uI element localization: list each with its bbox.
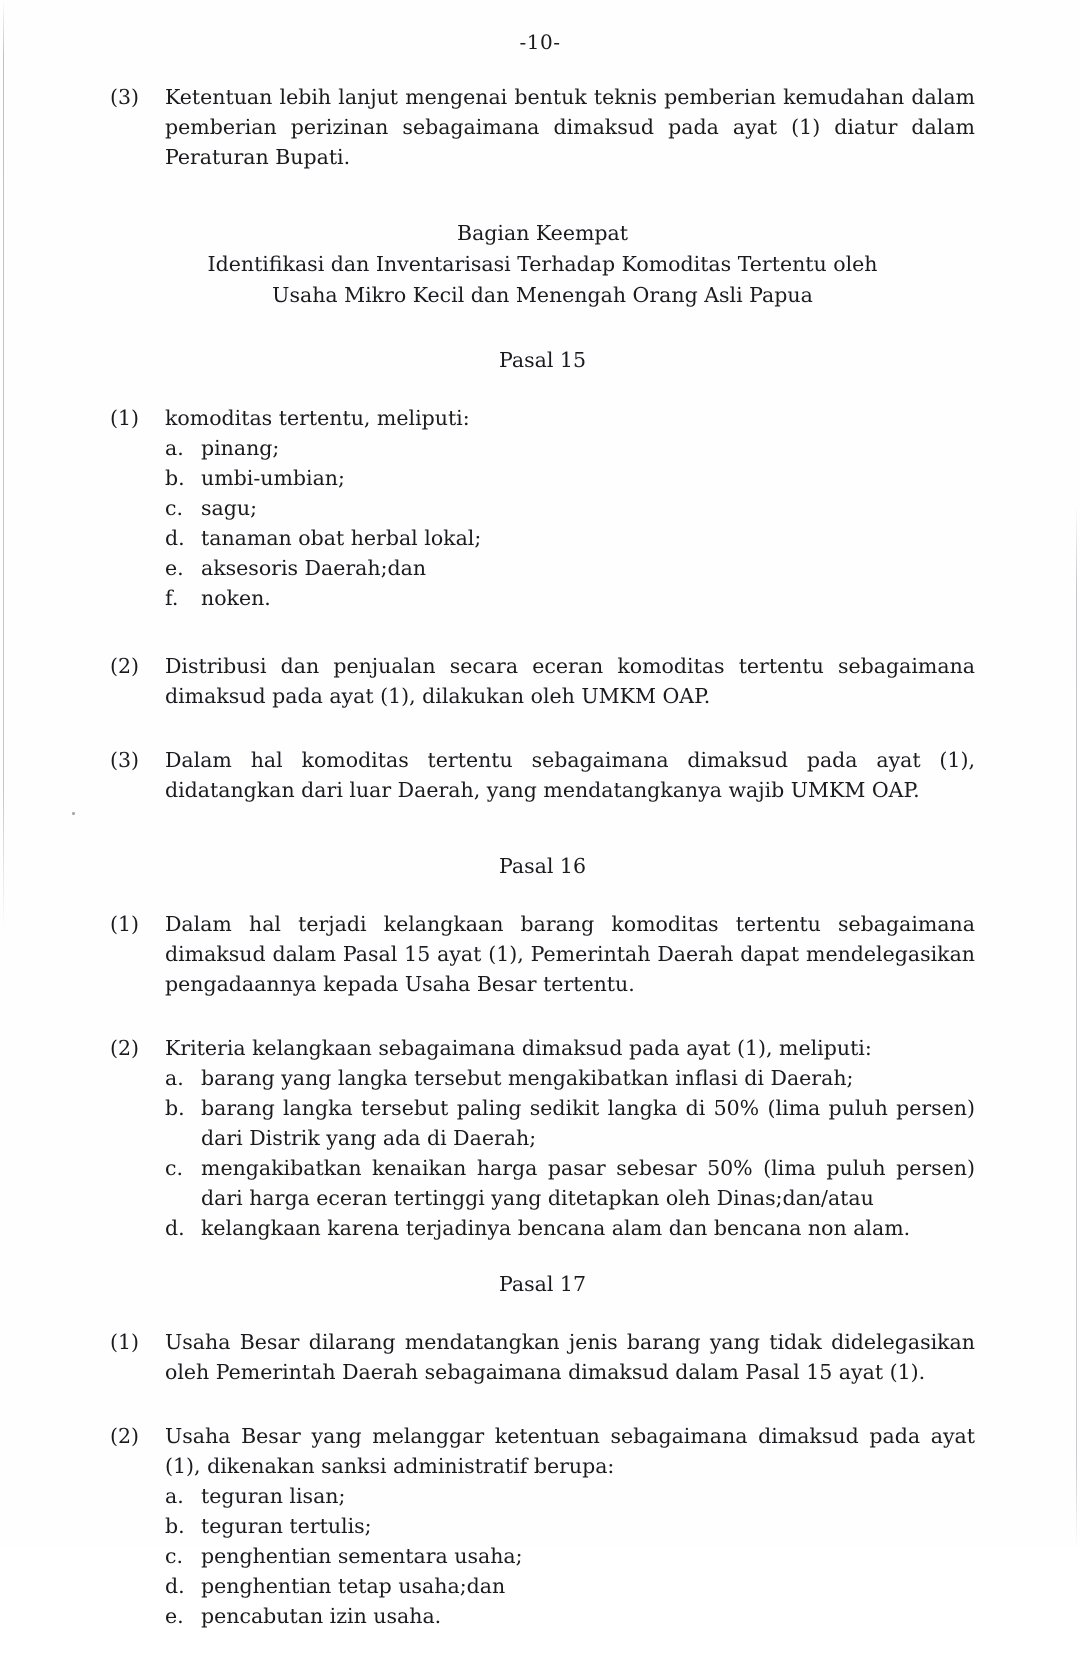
clause-text: Distribusi dan penjualan secara eceran komoditas tertentu sebagaimana dimaksud pada ayat (1), dilakukan oleh UMKM OAP. bbox=[165, 654, 975, 708]
clause-text: Dalam hal terjadi kelangkaan barang komoditas tertentu sebagaimana dimaksud dalam Pasal 15 ayat (1), Pemerintah Daerah dapat mendelegasikan pengadaannya kepada Usaha Besar tertentu. bbox=[165, 912, 975, 996]
clause-marker: (2) bbox=[110, 654, 140, 678]
list-item-marker: d. bbox=[165, 1574, 185, 1598]
list-item-text: penghentian sementara usaha; bbox=[201, 1544, 523, 1568]
list-item-marker: a. bbox=[165, 1066, 184, 1090]
clause-pasal16-1 bbox=[110, 909, 975, 999]
clause-marker: (1) bbox=[110, 406, 140, 430]
page-number: -10- bbox=[519, 30, 561, 54]
clause-marker: (3) bbox=[110, 85, 140, 109]
document-body bbox=[110, 82, 975, 1657]
list-item-marker: e. bbox=[165, 1604, 184, 1628]
list-item-marker: c. bbox=[165, 496, 183, 520]
section-heading-line-1: Bagian Keempat bbox=[457, 221, 628, 245]
clause-content bbox=[165, 1033, 975, 1243]
clause-marker: (1) bbox=[110, 1330, 140, 1354]
clause-marker: (1) bbox=[110, 912, 140, 936]
clause-marker: (2) bbox=[110, 1036, 140, 1060]
list-item bbox=[165, 1481, 975, 1511]
list-item-text: barang yang langka tersebut mengakibatkan inflasi di Daerah; bbox=[201, 1066, 854, 1090]
list-item-text: noken. bbox=[201, 586, 271, 610]
list-item-marker: c. bbox=[165, 1156, 183, 1180]
list-item bbox=[165, 583, 975, 613]
list-item bbox=[165, 553, 975, 583]
list-item-text: mengakibatkan kenaikan harga pasar sebesar 50% (lima puluh persen) dari harga eceran tertinggi yang ditetapkan oleh Dinas;dan/atau bbox=[201, 1156, 975, 1210]
clause-text: Usaha Besar yang melanggar ketentuan sebagaimana dimaksud pada ayat (1), dikenakan sanksi administratif berupa: bbox=[165, 1424, 975, 1478]
section-heading-line-3: Usaha Mikro Kecil dan Menengah Orang Asli Papua bbox=[272, 283, 813, 307]
list-item-marker: d. bbox=[165, 1216, 185, 1240]
list-item-text: pinang; bbox=[201, 436, 280, 460]
clause-pasal17-2 bbox=[110, 1421, 975, 1631]
list-item bbox=[165, 1093, 975, 1153]
sublist-pasal17-2 bbox=[165, 1481, 975, 1631]
clause-text: Dalam hal komoditas tertentu sebagaimana dimaksud pada ayat (1), didatangkan dari luar Daerah, yang mendatangkanya wajib UMKM OAP. bbox=[165, 748, 975, 802]
clause-text: Kriteria kelangkaan sebagaimana dimaksud pada ayat (1), meliputi: bbox=[165, 1036, 872, 1060]
list-item-text: penghentian tetap usaha;dan bbox=[201, 1574, 506, 1598]
sublist-pasal16-2 bbox=[165, 1063, 975, 1243]
list-item bbox=[165, 523, 975, 553]
list-item-marker: b. bbox=[165, 466, 185, 490]
clause-pasal17-1 bbox=[110, 1327, 975, 1387]
list-item-marker: b. bbox=[165, 1514, 185, 1538]
list-item-text: teguran tertulis; bbox=[201, 1514, 372, 1538]
section-heading-line-2: Identifikasi dan Inventarisasi Terhadap Komoditas Tertentu oleh bbox=[207, 252, 878, 276]
list-item-text: aksesoris Daerah;dan bbox=[201, 556, 427, 580]
list-item-text: sagu; bbox=[201, 496, 257, 520]
list-item bbox=[165, 433, 975, 463]
list-item bbox=[165, 1213, 975, 1243]
clause-pasal15-1 bbox=[110, 403, 975, 613]
clause-content bbox=[165, 403, 975, 613]
clause-pasal15-3 bbox=[110, 745, 975, 805]
list-item bbox=[165, 1571, 975, 1601]
pasal-15-heading: Pasal 15 bbox=[499, 348, 586, 372]
scan-edge-left bbox=[3, 0, 4, 930]
clause-pasal15-2 bbox=[110, 651, 975, 711]
clause-content bbox=[165, 1421, 975, 1631]
list-item bbox=[165, 1063, 975, 1093]
list-item-marker: c. bbox=[165, 1544, 183, 1568]
clause-pasal16-2 bbox=[110, 1033, 975, 1243]
scan-artifact-speck bbox=[72, 812, 75, 815]
list-item-text: barang langka tersebut paling sedikit langka di 50% (lima puluh persen) dari Distrik yang ada di Daerah; bbox=[201, 1096, 975, 1150]
section-heading bbox=[110, 218, 975, 311]
list-item bbox=[165, 1153, 975, 1213]
list-item-marker: b. bbox=[165, 1096, 185, 1120]
scan-edge-right bbox=[1076, 505, 1077, 1547]
list-item-marker: e. bbox=[165, 556, 184, 580]
list-item-marker: f. bbox=[165, 586, 179, 610]
clause-marker: (3) bbox=[110, 748, 140, 772]
clause-text: komoditas tertentu, meliputi: bbox=[165, 406, 470, 430]
list-item-text: umbi-umbian; bbox=[201, 466, 345, 490]
list-item bbox=[165, 493, 975, 523]
list-item-text: tanaman obat herbal lokal; bbox=[201, 526, 482, 550]
list-item-marker: a. bbox=[165, 1484, 184, 1508]
clause-text: Usaha Besar dilarang mendatangkan jenis barang yang tidak didelegasikan oleh Pemerintah Daerah sebagaimana dimaksud dalam Pasal 15 ayat (1). bbox=[165, 1330, 975, 1384]
sublist-pasal15-1 bbox=[165, 433, 975, 613]
list-item-text: pencabutan izin usaha. bbox=[201, 1604, 442, 1628]
list-item bbox=[165, 463, 975, 493]
pasal-16-heading: Pasal 16 bbox=[499, 854, 586, 878]
clause-marker: (2) bbox=[110, 1424, 140, 1448]
list-item-text: teguran lisan; bbox=[201, 1484, 346, 1508]
list-item bbox=[165, 1601, 975, 1631]
list-item-marker: a. bbox=[165, 436, 184, 460]
list-item bbox=[165, 1541, 975, 1571]
clause-text: Ketentuan lebih lanjut mengenai bentuk teknis pemberian kemudahan dalam pemberian perizinan sebagaimana dimaksud pada ayat (1) diatur dalam Peraturan Bupati. bbox=[165, 85, 975, 169]
list-item bbox=[165, 1511, 975, 1541]
clause-pasal14-3 bbox=[110, 82, 975, 172]
list-item-text: kelangkaan karena terjadinya bencana alam dan bencana non alam. bbox=[201, 1216, 911, 1240]
pasal-17-heading: Pasal 17 bbox=[499, 1272, 586, 1296]
list-item-marker: d. bbox=[165, 526, 185, 550]
